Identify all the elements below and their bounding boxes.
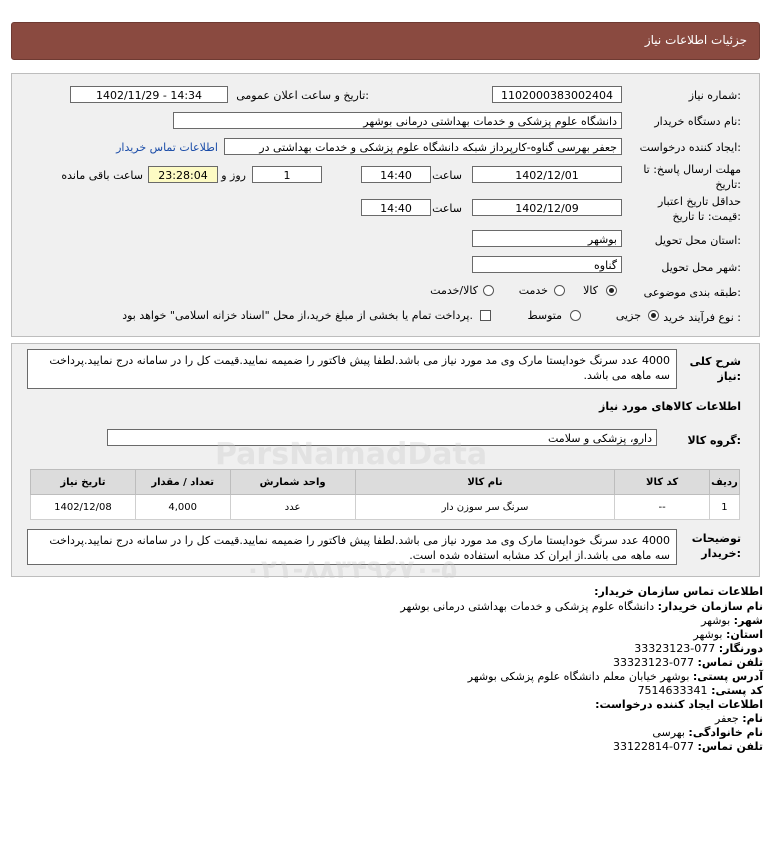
goods-group-label: گروه کالا: bbox=[687, 434, 741, 447]
requester-field[interactable]: جعفر بهرسی گناوه-کارپرداز شبکه دانشگاه علوم پزشکی و خدمات بهداشتی در bbox=[224, 138, 622, 155]
process-option-medium: متوسط bbox=[527, 309, 562, 322]
description-text: 4000 عدد سرنگ خودایستا مارک وی مد مورد نیاز می باشد.لطفا پیش فاکتور را ضمیمه نمایید.قیمت کل را در سامانه درج نمایید.پرداخت سه ماهه می باشد. bbox=[27, 349, 677, 389]
contact-fax-label: دورنگار: bbox=[718, 642, 763, 655]
contact-postal-label: کد پستی: bbox=[711, 684, 763, 697]
process-radio-medium[interactable] bbox=[570, 310, 581, 321]
watermark-brand: ParsNamadData bbox=[215, 437, 488, 472]
remaining-days-field[interactable]: 1 bbox=[252, 166, 322, 183]
reply-time-field[interactable]: 14:40 bbox=[361, 166, 431, 183]
table-row[interactable] bbox=[31, 495, 740, 520]
creator-title: اطلاعات ایجاد کننده درخواست: bbox=[595, 698, 763, 711]
creator-family-value: بهرسی bbox=[652, 726, 685, 739]
contact-city-label: شهر: bbox=[733, 614, 763, 627]
creator-phone-value: 077-33122814 bbox=[613, 740, 695, 753]
watermark-phone: ۰۲۱-۸۸۳۴۹۶۷۰-۵ bbox=[245, 555, 458, 585]
price-validity-date-field[interactable]: 1402/12/09 bbox=[472, 199, 622, 216]
category-option-service: خدمت bbox=[518, 284, 548, 297]
creator-family-label: نام خانوادگی: bbox=[688, 726, 763, 739]
contact-title: اطلاعات تماس سازمان خریدار: bbox=[594, 585, 763, 598]
treasury-checkbox[interactable] bbox=[480, 310, 491, 321]
need-number-field[interactable]: 1102000383002404 bbox=[492, 86, 622, 103]
contact-org-value: دانشگاه علوم پزشکی و خدمات بهداشتی درمانی بوشهر bbox=[400, 600, 655, 613]
price-validity-label-2: قیمت: تا تاریخ: bbox=[672, 210, 741, 223]
contact-province-label: استان: bbox=[726, 628, 763, 641]
category-option-both: کالا/خدمت bbox=[430, 284, 478, 297]
page-title: جزئیات اطلاعات نیاز bbox=[644, 33, 747, 47]
buyer-org-label: نام دستگاه خریدار: bbox=[654, 115, 741, 128]
cell-code: -- bbox=[615, 495, 710, 520]
contact-city-line bbox=[701, 614, 763, 627]
contact-phone-line bbox=[613, 656, 763, 669]
treasury-checkbox-label: پرداخت تمام یا بخشی از مبلغ خرید،از محل "اسناد خزانه اسلامی" خواهد بود. bbox=[122, 309, 473, 322]
remaining-label: ساعت باقی مانده bbox=[61, 169, 143, 182]
contact-phone-label: تلفن تماس: bbox=[697, 656, 763, 669]
price-validity-time-label: ساعت bbox=[432, 202, 462, 215]
contact-org-label: نام سازمان خریدار: bbox=[657, 600, 763, 613]
category-radio-goods[interactable] bbox=[606, 285, 617, 296]
col-unit: واحد شمارش bbox=[230, 470, 355, 495]
contact-org-line bbox=[400, 600, 763, 613]
page-header bbox=[11, 22, 760, 60]
contact-province-value: بوشهر bbox=[693, 628, 723, 641]
remaining-time-field: 23:28:04 bbox=[148, 166, 218, 183]
category-option-goods: کالا bbox=[583, 284, 598, 297]
creator-name-value: جعفر bbox=[715, 712, 739, 725]
creator-name-label: نام: bbox=[742, 712, 763, 725]
col-qty: تعداد / مقدار bbox=[135, 470, 230, 495]
col-date: تاریخ نیاز bbox=[31, 470, 136, 495]
contact-fax-value: 077-33323123 bbox=[634, 642, 716, 655]
creator-phone-line bbox=[613, 740, 763, 753]
description-label-1: شرح کلی bbox=[689, 355, 741, 368]
delivery-city-label: شهر محل تحویل: bbox=[661, 261, 741, 274]
announce-datetime-label: تاریخ و ساعت اعلان عمومی: bbox=[236, 89, 369, 102]
cell-name: سرنگ سر سوزن دار bbox=[355, 495, 615, 520]
col-name: نام کالا bbox=[355, 470, 615, 495]
creator-phone-label: تلفن تماس: bbox=[697, 740, 763, 753]
creator-name-line bbox=[715, 712, 763, 725]
reply-date-field[interactable]: 1402/12/01 bbox=[472, 166, 622, 183]
cell-date: 1402/12/08 bbox=[31, 495, 136, 520]
goods-section-title: اطلاعات کالاهای مورد نیاز bbox=[599, 400, 741, 413]
reply-deadline-label-2: تاریخ: bbox=[715, 178, 741, 191]
contact-address-line bbox=[468, 670, 763, 683]
contact-fax-line bbox=[634, 642, 763, 655]
contact-city-value: بوشهر bbox=[701, 614, 731, 627]
cell-qty: 4,000 bbox=[135, 495, 230, 520]
requester-label: ایجاد کننده درخواست: bbox=[639, 141, 741, 154]
contact-postal-value: 7514633341 bbox=[637, 684, 708, 697]
reply-time-label: ساعت bbox=[432, 169, 462, 182]
creator-family-line bbox=[652, 726, 763, 739]
goods-table-header bbox=[31, 470, 740, 495]
buyer-notes-label-2: خریدار: bbox=[701, 547, 741, 560]
process-option-small: جزیی bbox=[615, 309, 641, 322]
reply-deadline-label-1: مهلت ارسال پاسخ: تا bbox=[643, 163, 741, 176]
days-label: روز و bbox=[221, 169, 246, 182]
need-number-label: شماره نیاز: bbox=[688, 89, 741, 102]
contact-province-line bbox=[693, 628, 763, 641]
buyer-notes-label-1: توضیحات bbox=[691, 532, 741, 545]
contact-address-label: آدرس پستی: bbox=[692, 670, 763, 683]
contact-phone-value: 077-33323123 bbox=[613, 656, 695, 669]
col-code: کد کالا bbox=[615, 470, 710, 495]
description-label-2: نیاز: bbox=[717, 370, 741, 383]
contact-address-value: بوشهر خیابان معلم دانشگاه علوم پزشکی بوشهر bbox=[467, 670, 690, 683]
cell-unit: عدد bbox=[230, 495, 355, 520]
delivery-province-label: استان محل تحویل: bbox=[654, 234, 741, 247]
goods-group-field[interactable]: دارو، پزشکی و سلامت bbox=[107, 429, 657, 446]
contact-postal-line bbox=[638, 684, 763, 697]
announce-datetime-field[interactable]: 1402/11/29 - 14:34 bbox=[70, 86, 228, 103]
purchase-process-label: نوع فرآیند خرید : bbox=[663, 311, 741, 324]
process-radio-small[interactable] bbox=[648, 310, 659, 321]
delivery-city-field[interactable]: گناوه bbox=[472, 256, 622, 273]
price-validity-time-field[interactable]: 14:40 bbox=[361, 199, 431, 216]
price-validity-label-1: حداقل تاریخ اعتبار bbox=[657, 195, 741, 208]
category-radio-service[interactable] bbox=[554, 285, 565, 296]
delivery-province-field[interactable]: بوشهر bbox=[472, 230, 622, 247]
category-radio-both[interactable] bbox=[483, 285, 494, 296]
goods-table bbox=[30, 469, 740, 520]
buyer-org-field[interactable]: دانشگاه علوم پزشکی و خدمات بهداشتی درمانی بوشهر bbox=[173, 112, 622, 129]
buyer-notes-text: 4000 عدد سرنگ خودایستا مارک وی مد مورد نیاز می باشد.لطفا پیش فاکتور را ضمیمه نمایید.قیمت کل را در سامانه درج نمایید.پرداخت سه ماهه می باشد.از ایران کد مشابه استفاده شده است. bbox=[27, 529, 677, 565]
category-label: طبقه بندی موضوعی: bbox=[643, 286, 741, 299]
col-row: ردیف bbox=[709, 470, 739, 495]
cell-row: 1 bbox=[709, 495, 739, 520]
buyer-contact-link[interactable]: اطلاعات تماس خریدار bbox=[116, 141, 218, 154]
